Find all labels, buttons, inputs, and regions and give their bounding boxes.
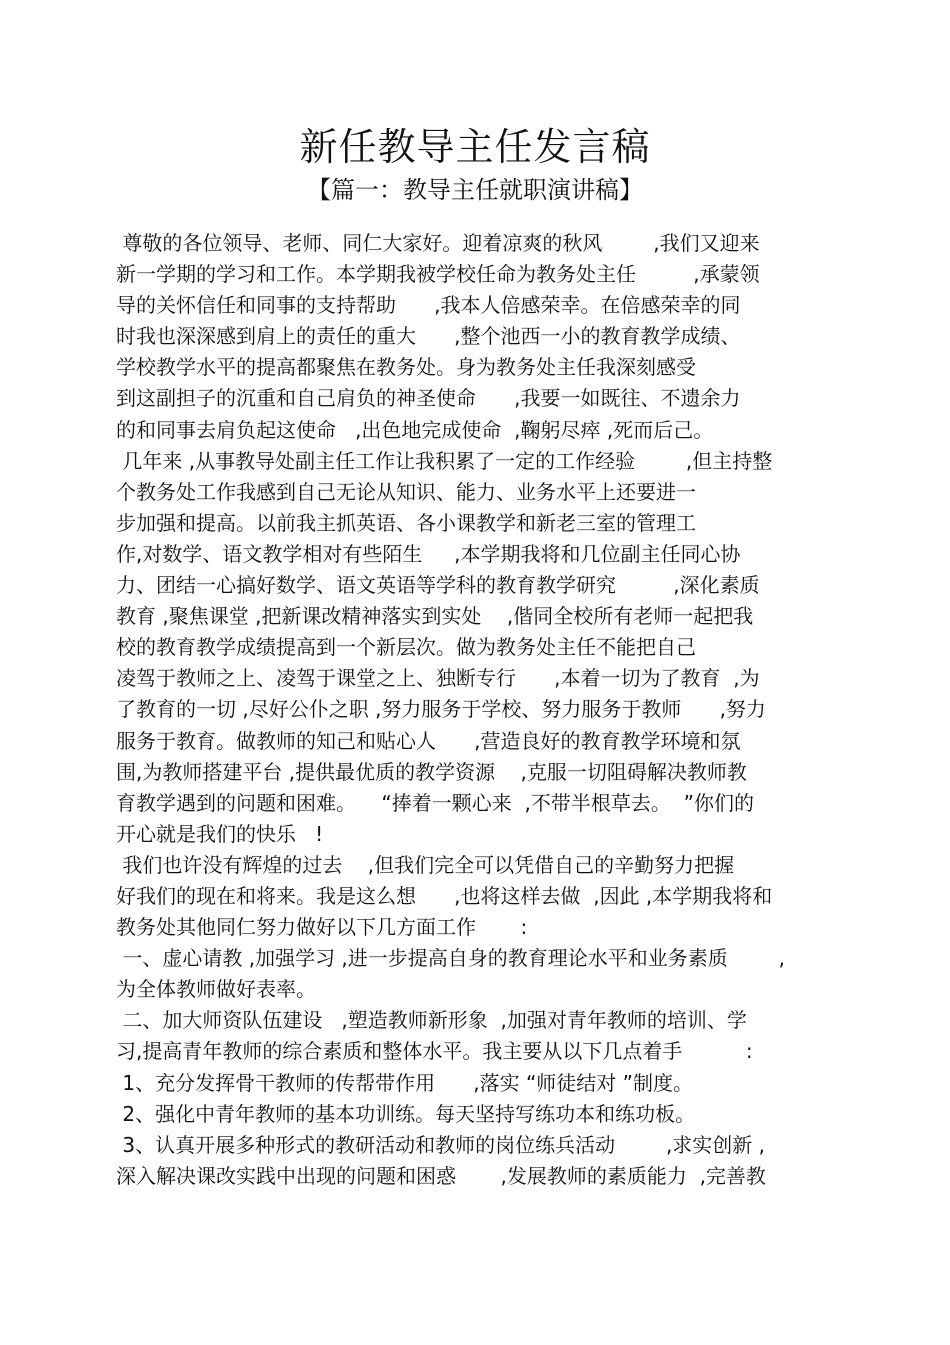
text-line: 时我也深深感到肩上的责任的重大 ,整个池西一小的教育教学成绩、	[116, 324, 741, 349]
text-line: 围,为教师搭建平台 ,提供最优质的教学资源 ,克服一切阻碍解决教师教	[116, 759, 747, 784]
text-line: 我们也许没有辉煌的过去 ,但我们完全可以凭借自己的辛勤努力把握	[116, 852, 735, 877]
text-line: 服务于教育。做教师的知己和贴心人 ,营造良好的教育教学环境和氛	[116, 728, 741, 753]
document-title: 新任教导主任发言稿	[299, 125, 651, 169]
document-body	[116, 228, 836, 1192]
text-line: 3、认真开展多种形式的教研活动和教师的岗位练兵活动 ,求实创新 ,	[116, 1132, 766, 1157]
text-line: 导的关怀信任和同事的支持帮助 ,我本人倍感荣幸。在倍感荣幸的同	[116, 293, 741, 318]
document-subtitle: 【篇一：教导主任就职演讲稿】	[307, 176, 643, 204]
text-line: 凌驾于教师之上、凌驾于课堂之上、独断专行 ,本着一切为了教育 ,为	[116, 666, 760, 691]
text-line: 的和同事去肩负起这使命 ,出色地完成使命 ,鞠躬尽瘁 ,死而后己。	[116, 417, 714, 442]
text-line: 新一学期的学习和工作。本学期我被学校任命为教务处主任 ,承蒙领	[116, 262, 760, 287]
text-line: 作,对数学、语文教学相对有些陌生 ,本学期我将和几位副主任同心协	[116, 541, 741, 566]
text-line: 教务处其他同仁努力做好以下几方面工作 :	[116, 915, 528, 940]
text-line: 几年来 ,从事教导处副主任工作让我积累了一定的工作经验 ,但主持整	[116, 448, 773, 473]
text-line: 2、强化中青年教师的基本功训练。每天坚持写练功本和练功板。	[116, 1101, 696, 1126]
text-line: 步加强和提高。以前我主抓英语、各小课教学和新老三室的管理工	[116, 510, 696, 535]
text-line: 为全体教师做好表率。	[116, 977, 316, 1002]
text-line: 学校教学水平的提高都聚焦在教务处。身为教务处主任我深刻感受	[116, 355, 696, 380]
text-line: 1、充分发挥骨干教师的传帮带作用 ,落实 “师徒结对 ”制度。	[116, 1070, 694, 1095]
text-line: 尊敬的各位领导、老师、同仁大家好。迎着凉爽的秋风 ,我们又迎来	[116, 231, 760, 255]
text-line: 了教育的一切 ,尽好公仆之职 ,努力服务于学校、努力服务于教师 ,努力	[116, 697, 766, 722]
text-line: 好我们的现在和将来。我是这么想 ,也将这样去做 ,因此 ,本学期我将和	[116, 883, 773, 908]
text-line: 育教学遇到的问题和困难。 “捧着一颗心来 ,不带半根草去。 ”你们的	[116, 790, 754, 815]
text-line: 力、团结一心搞好数学、语文英语等学科的教育教学研究 ,深化素质	[116, 573, 760, 598]
text-line: 二、加大师资队伍建设 ,塑造教师新形象 ,加强对青年教师的培训、学	[116, 1008, 747, 1033]
text-line: 习,提高青年教师的综合素质和整体水平。我主要从以下几点着手 :	[116, 1039, 753, 1064]
text-line: 个教务处工作我感到自己无论从知识、能力、业务水平上还要进一	[116, 479, 696, 504]
text-line: 教育 ,聚焦课堂 ,把新课改精神落实到实处 ,偕同全校所有老师一起把我	[116, 604, 754, 629]
text-line: 开心就是我们的快乐 !	[116, 821, 324, 846]
text-line: 深入解决课改实践中出现的问题和困惑 ,发展教师的素质能力 ,完善教	[116, 1163, 766, 1188]
text-line: 一、虚心请教 ,加强学习 ,进一步提高自身的教育理论水平和业务素质 ,	[116, 946, 786, 971]
text-line: 到这副担子的沉重和自己肩负的神圣使命 ,我要一如既往、不遗余力	[116, 386, 741, 411]
text-line: 校的教育教学成绩提高到一个新层次。做为教务处主任不能把自己	[116, 635, 696, 660]
